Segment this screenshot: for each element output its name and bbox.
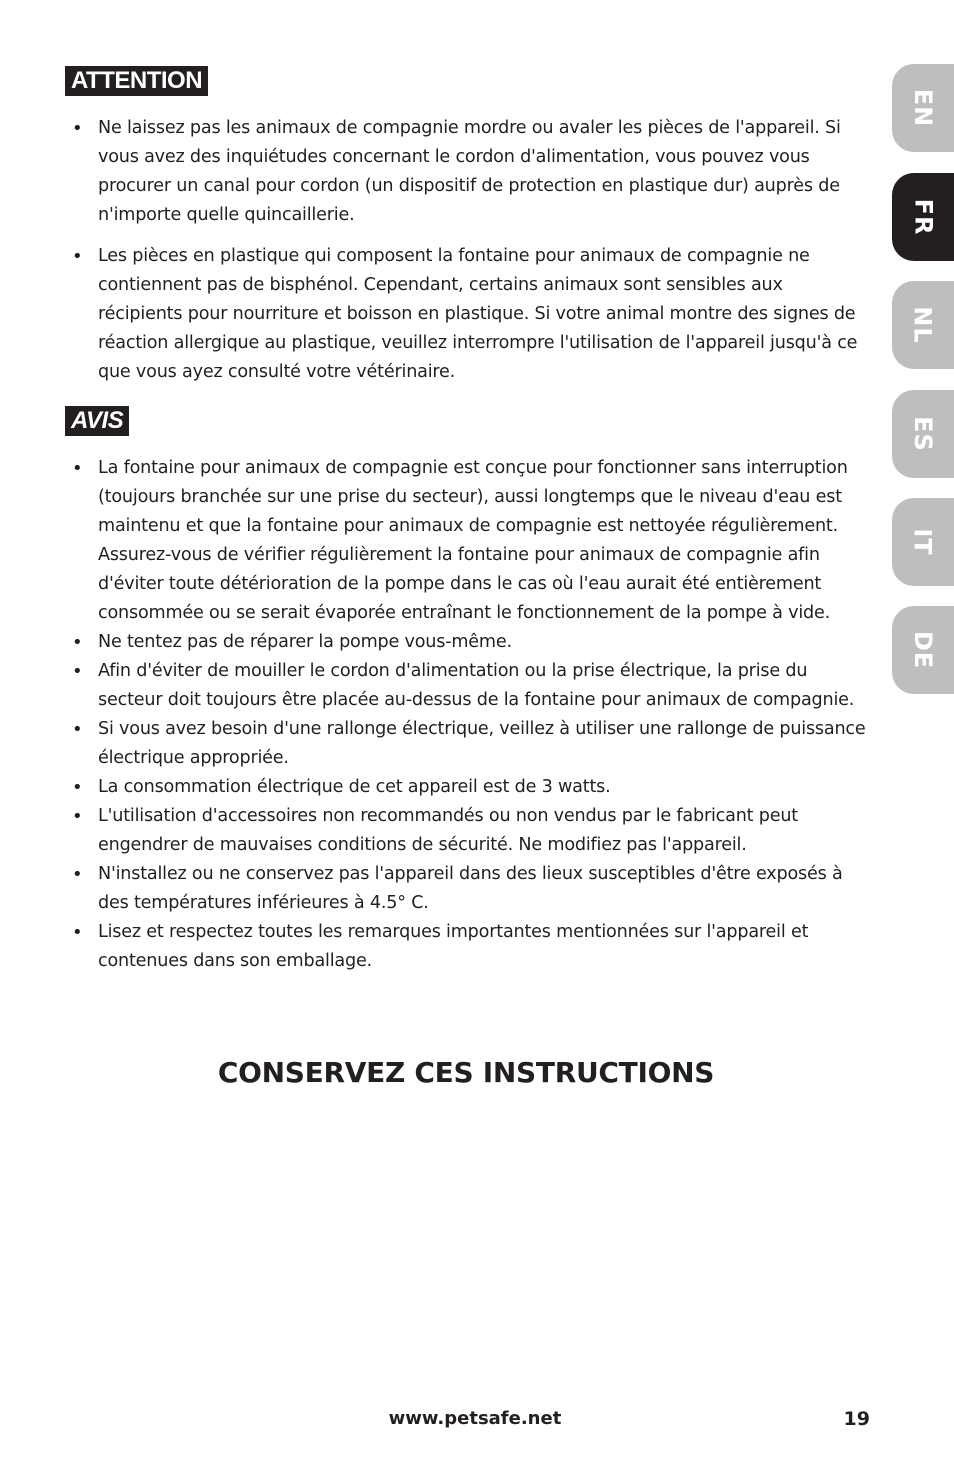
language-tab-label: EN bbox=[908, 88, 937, 128]
language-tab-label: DE bbox=[908, 630, 937, 670]
attention-label: ATTENTION bbox=[65, 66, 208, 96]
language-tab-label: FR bbox=[909, 198, 937, 236]
avis-bullet-list bbox=[0, 454, 954, 976]
attention-bullet-item: • Les pièces en plastique qui composent la fontaine pour animaux de compagnie ne contiennent pas de bisphénol. Cependant, certains animaux sont sensibles aux récipients pour nourriture et boisson en plastique. Si votre animal montre des signes de réaction allergique au plastique, veuillez interrompre l'utilisation de l'appareil jusqu'à ce que vous ayez consulté votre vétérinaire. bbox=[0, 242, 954, 387]
language-tab-en[interactable] bbox=[892, 64, 954, 152]
language-tab-label: IT bbox=[909, 528, 937, 556]
footer-url: www.petsafe.net bbox=[388, 1408, 562, 1429]
avis-bullet-item: • Afin d'éviter de mouiller le cordon d'alimentation ou la prise électrique, la prise du secteur doit toujours être placée au-dessus de la fontaine pour animaux de compagnie. bbox=[0, 657, 954, 715]
language-tab-label: NL bbox=[908, 306, 937, 344]
language-tab-fr[interactable] bbox=[892, 173, 954, 261]
attention-bullet-list bbox=[0, 114, 954, 399]
attention-bullet-item: • Ne laissez pas les animaux de compagnie mordre ou avaler les pièces de l'appareil. Si vous avez des inquiétudes concernant le cordon d'alimentation, vous pouvez vous procurer un canal pour cordon (un dispositif de protection en plastique dur) auprès de n'importe quelle quincaillerie. bbox=[0, 114, 954, 230]
language-tab-label: ES bbox=[909, 416, 937, 452]
closing-title: CONSERVEZ CES INSTRUCTIONS bbox=[217, 1056, 715, 1089]
avis-bullet-item: • La consommation électrique de cet appareil est de 3 watts. bbox=[0, 773, 954, 802]
avis-label: AVIS bbox=[65, 406, 129, 436]
avis-bullet-item: • N'installez ou ne conservez pas l'appareil dans des lieux susceptibles d'être exposés à des températures inférieures à 4.5° C. bbox=[0, 860, 954, 918]
avis-bullet-item: • Lisez et respectez toutes les remarques importantes mentionnées sur l'appareil et contenues dans son emballage. bbox=[0, 918, 954, 976]
language-tab-nl[interactable] bbox=[892, 281, 954, 369]
language-tab-de[interactable] bbox=[892, 606, 954, 694]
avis-bullet-item: • La fontaine pour animaux de compagnie est conçue pour fonctionner sans interruption (toujours branchée sur une prise du secteur), aussi longtemps que le niveau d'eau est maintenu et que la fontaine pour animaux de compagnie est nettoyée régulièrement. Assurez-vous de vérifier régulièrement la fontaine pour animaux de compagnie afin d'éviter toute détérioration de la pompe dans le cas où l'eau aurait été entièrement consommée ou se serait évaporée entraînant le fonctionnement de la pompe à vide. bbox=[0, 454, 954, 628]
language-tab-es[interactable] bbox=[892, 390, 954, 478]
page-number: 19 bbox=[843, 1408, 870, 1430]
avis-bullet-item: • Si vous avez besoin d'une rallonge électrique, veillez à utiliser une rallonge de puissance électrique appropriée. bbox=[0, 715, 954, 773]
avis-bullet-item: • Ne tentez pas de réparer la pompe vous-même. bbox=[0, 628, 954, 657]
language-tab-it[interactable] bbox=[892, 498, 954, 586]
avis-bullet-item: • L'utilisation d'accessoires non recommandés ou non vendus par le fabricant peut engendrer de mauvaises conditions de sécurité. Ne modifiez pas l'appareil. bbox=[0, 802, 954, 860]
